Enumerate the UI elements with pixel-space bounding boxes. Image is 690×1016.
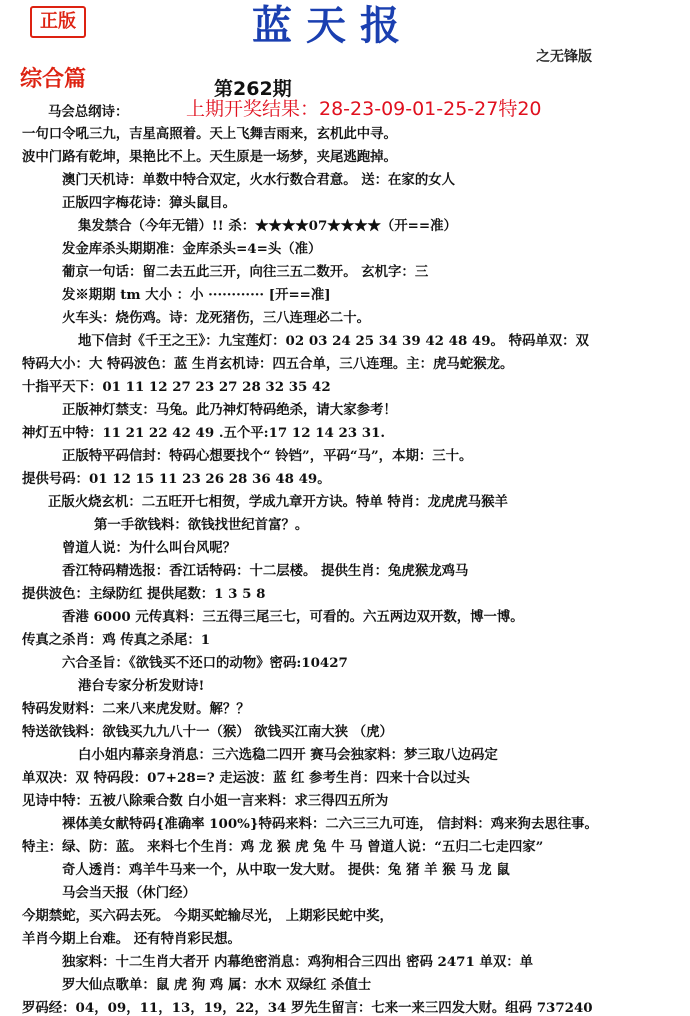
body-line: 羊肖今期上台难。 还有特肖彩民想。: [22, 931, 241, 947]
body-line: 波中门路有乾坤，果艳比不上。天生原是一场梦，夹尾逃跑掉。: [22, 149, 397, 165]
body-line: 特码发财料：二来八来虎发财。解？？: [22, 701, 250, 717]
body-line: 奇人透肖：鸡羊牛马来一个，从中取一发大财。 提供：兔 猪 羊 猴 马 龙 鼠: [62, 862, 510, 878]
body-line: 单双决：双 特码段：07+28=? 走运波：蓝 红 参考生肖：四来十合以过头: [22, 770, 470, 786]
body-line: 香港 6000 元传真料：三五得三尾三七，可看的。六五两边双开数，博一博。: [62, 609, 524, 625]
body-line: 裸体美女献特码{准确率 100%}特码来料：二六三三九可连， 信封料：鸡来狗去思往事。: [62, 816, 598, 832]
body-line: 正版火烧玄机：二五旺开七相贺，学成九章开方诀。特单 特肖：龙虎虎马猴羊: [48, 494, 508, 510]
body-line: 马会总纲诗：: [48, 104, 129, 120]
body-line: 澳门天机诗：单数中特合双定，火水行数合君意。 送：在家的女人: [62, 172, 455, 188]
body-line: 特码大小：大 特码波色：蓝 生肖玄机诗：四五合单，三八连理。主：虎马蛇猴龙。: [22, 356, 514, 372]
body-line: 香江特码精选报：香江话特码：十二层楼。 提供生肖：兔虎猴龙鸡马: [62, 563, 469, 579]
body-line: 特主：绿、防：蓝。 来料七个生肖：鸡 龙 猴 虎 兔 牛 马 曾道人说：“五归二七走四家”: [22, 839, 544, 855]
body-line: 发金库杀头期期准：金库杀头=4=头（准）: [62, 241, 322, 257]
body-line: 六合圣旨：《欲钱买不还口的动物》密码:10427: [62, 655, 348, 671]
body-line: 提供波色：主绿防红 提供尾数：1 3 5 8: [22, 586, 266, 602]
body-line: 提供号码：01 12 15 11 23 26 28 36 48 49。: [22, 471, 331, 487]
section-title: 综合篇: [20, 66, 87, 92]
body-line: 发※期期 tm 大小 ：小 ············ [开==准]: [62, 287, 331, 303]
body-line: 罗大仙点歌单：鼠 虎 狗 鸡 属：水木 双绿红 杀值士: [62, 977, 372, 993]
body-line: 神灯五中特：11 21 22 42 49 .五个平:17 12 14 23 31.: [22, 425, 386, 441]
body-line: 正版四字梅花诗：獐头鼠目。: [62, 195, 237, 211]
body-line: 港台专家分析发财诗!: [78, 678, 205, 694]
body-line: 一句口令吼三九，吉星高照着。天上飞舞吉雨来，玄机此中寻。: [22, 126, 397, 142]
body-line: 火车头：烧伤鸡。诗：龙死猪伤，三八连理必二十。: [62, 310, 370, 326]
body-line: 白小姐内幕亲身消息：三六选稳二四开 赛马会独家料：梦三取八边码定: [78, 747, 498, 763]
body-line: 特送欲钱料：欲钱买九九八十一（猴） 欲钱买江南大狭 （虎）: [22, 724, 393, 740]
body-line: 罗码经：04，09，11，13，19，22，34 罗先生留言：七来一来三四发大财。组码 737240: [22, 1000, 593, 1016]
body-line: 集发禁合（今年无错）!! 杀：★★★★07★★★★（开==准）: [78, 218, 457, 234]
body-line: 第一手欲钱料：欲钱找世纪首富？。: [94, 517, 309, 533]
body-line: 传真之杀肖：鸡 传真之杀尾：1: [22, 632, 211, 648]
body-line: 正版神灯禁支：马兔。此乃神灯特码绝杀，请大家参考！: [62, 402, 397, 418]
last-draw-result: 上期开奖结果：28-23-09-01-25-27特20: [186, 98, 542, 120]
body-line: 十指平天下：01 11 12 27 23 27 28 32 35 42: [22, 379, 331, 395]
body-line: 马会当天报（休门经）: [62, 885, 196, 901]
edition-label: 之无锋版: [536, 49, 592, 65]
authentic-badge: 正版: [30, 6, 86, 38]
body-line: 见诗中特：五被八除乘合数 白小姐一言来料：求三得四五所为: [22, 793, 389, 809]
body-line: 葡京一句话：留二去五此三开，向往三五二数开。 玄机字：三: [62, 264, 429, 280]
body-line: 正版特平码信封：特码心想要找个“ 铃铛”，平码“马”，本期：三十。: [62, 448, 473, 464]
body-line: 独家料：十二生肖大者开 内幕绝密消息：鸡狗相合三四出 密码 2471 单双：单: [62, 954, 534, 970]
body-line: 今期禁蛇，买六码去死。 今期买蛇输尽光， 上期彩民蛇中奖，: [22, 908, 393, 924]
body-line: 地下信封《千王之王》：九宝莲灯：02 03 24 25 34 39 42 48 49。 特码单双：双: [78, 333, 589, 349]
body-line: 曾道人说：为什么叫台风呢？: [62, 540, 237, 556]
issue-number: 第262期: [214, 78, 292, 100]
newspaper-title: 蓝天报: [252, 2, 414, 49]
